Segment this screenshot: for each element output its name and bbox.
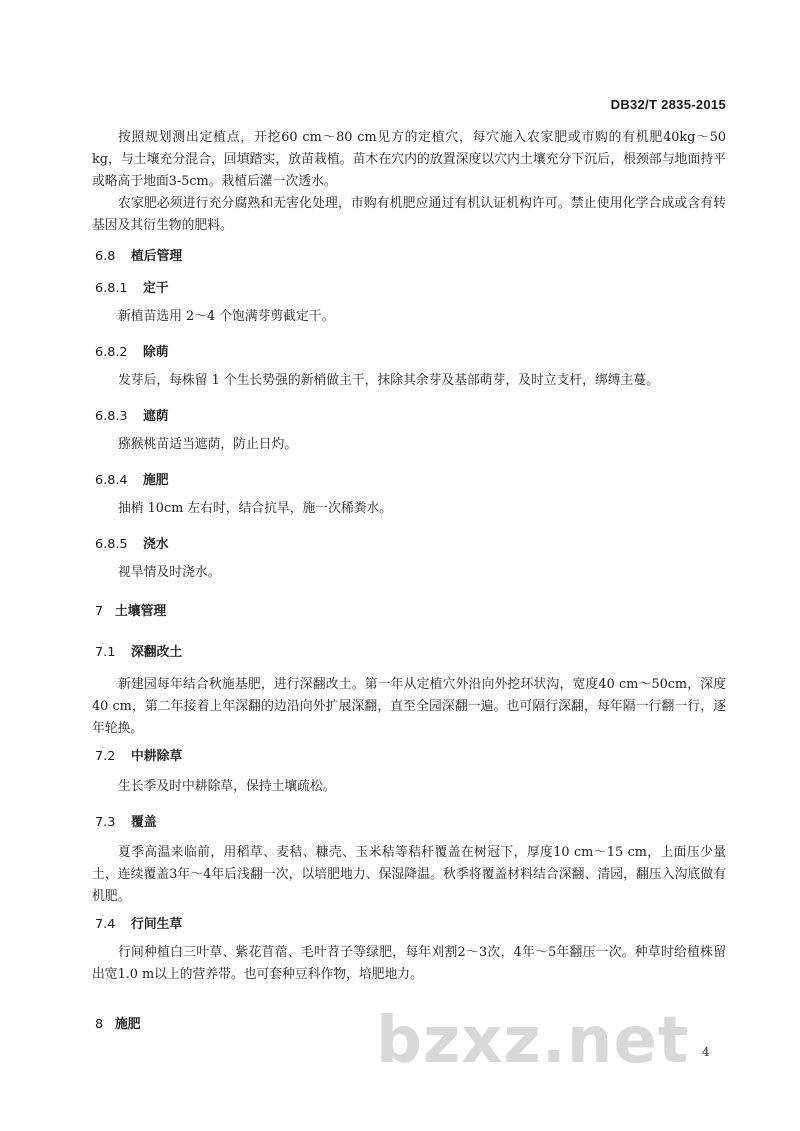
- section-number: 6.8.3: [95, 409, 128, 424]
- section-6-8-2-text: 发芽后，每株留 1 个生长势强的新梢做主干，抹除其余芽及基部萌芽，及时立支杆，绑缚主蔓。: [118, 373, 659, 388]
- section-6-8-3-heading: [95, 408, 169, 426]
- section-title: 遮荫: [143, 409, 169, 424]
- section-7-1-heading: [95, 644, 182, 662]
- section-7-4-heading: [95, 916, 182, 934]
- section-title: 覆盖: [131, 815, 157, 830]
- section-title: 行间生草: [131, 917, 183, 932]
- section-6-8-1-text: 新植苗选用 2～4 个饱满芽剪截定干。: [118, 309, 335, 324]
- section-title: 深翻改土: [131, 645, 183, 660]
- section-6-8-5-heading: [95, 536, 169, 554]
- section-7-heading: [95, 603, 166, 621]
- section-7-3-text: 夏季高温来临前，用稻草、麦秸、糠壳、玉米秸等秸秆覆盖在树冠下，厚度10 cm～15 cm，上面压少量土，连续覆盖3年～4年后浅翻一次，以培肥地力、保湿降温。秋季将覆盖材料结合深翻、清园，翻压入沟底做有机肥。: [92, 845, 726, 904]
- section-7-4-text: 行间种植白三叶草、紫花苜蓿、毛叶苕子等绿肥，每年刈割2～3次，4年～5年翻压一次。种草时给植株留出宽1.0 m以上的营养带。也可套种豆科作物，培肥地力。: [92, 945, 726, 982]
- section-6-8-4-text: 抽梢 10cm 左右时，结合抗旱，施一次稀粪水。: [118, 501, 393, 516]
- section-title: 植后管理: [131, 249, 183, 264]
- section-title: 浇水: [143, 537, 169, 552]
- section-title: 定干: [143, 281, 169, 296]
- section-7-1-text: 新建园每年结合秋施基肥，进行深翻改土。第一年从定植穴外沿向外挖环状沟，宽度40 cm～50cm，深度40 cm，第二年接着上年深翻的边沿向外扩展深翻，直至全园深翻一遍。也可隔行深翻，每年隔一行翻一行，逐年轮换。: [92, 677, 726, 736]
- section-number: 6.8.4: [95, 473, 128, 488]
- section-number: 7.2: [95, 749, 116, 764]
- page-number: 4: [702, 1045, 710, 1059]
- section-title: 中耕除草: [131, 749, 183, 764]
- section-7-3-heading: [95, 814, 157, 832]
- section-title: 施肥: [115, 1017, 141, 1032]
- section-7-2-heading: [95, 748, 182, 766]
- section-number: 6.8.2: [95, 345, 128, 360]
- section-6-8-2-heading: [95, 344, 169, 362]
- section-number: 7.1: [95, 645, 116, 660]
- section-6-8-5-text: 视旱情及时浇水。: [118, 565, 221, 580]
- section-number: 7.4: [95, 917, 116, 932]
- section-title: 除萌: [143, 345, 169, 360]
- section-number: 7: [95, 604, 104, 619]
- section-number: 8: [95, 1017, 104, 1032]
- intro-paragraph-1: 按照规划测出定植点，开挖60 cm～80 cm见方的定植穴，每穴施入农家肥或市购的有机肥40kg～50 kg，与土壤充分混合，回填踏实，放苗栽植。苗木在穴内的放置深度以穴内土壤充分下沉后，根颈部与地面持平或略高于地面3-5cm。栽植后灌一次透水。: [92, 130, 726, 189]
- section-6-8-3-text: 猕猴桃苗适当遮荫，防止日灼。: [118, 437, 298, 452]
- section-number: 6.8: [95, 249, 116, 264]
- standard-code: DB32/T 2835-2015: [610, 97, 726, 112]
- section-6-8-4-heading: [95, 472, 169, 490]
- section-title: 施肥: [143, 473, 169, 488]
- section-number: 6.8.5: [95, 537, 128, 552]
- intro-paragraph-2: 农家肥必须进行充分腐熟和无害化处理，市购有机肥应通过有机认证机构许可。禁止使用化学合成或含有转基因及其衍生物的肥料。: [92, 196, 726, 233]
- site-watermark: bzxz.net: [376, 1004, 690, 1078]
- section-7-2-text: 生长季及时中耕除草，保持土壤疏松。: [118, 779, 336, 794]
- section-title: 土壤管理: [115, 604, 167, 619]
- section-6-8-1-heading: [95, 280, 169, 298]
- section-number: 6.8.1: [95, 281, 128, 296]
- section-6-8-heading: [95, 248, 182, 266]
- section-8-heading: [95, 1016, 141, 1034]
- section-number: 7.3: [95, 815, 116, 830]
